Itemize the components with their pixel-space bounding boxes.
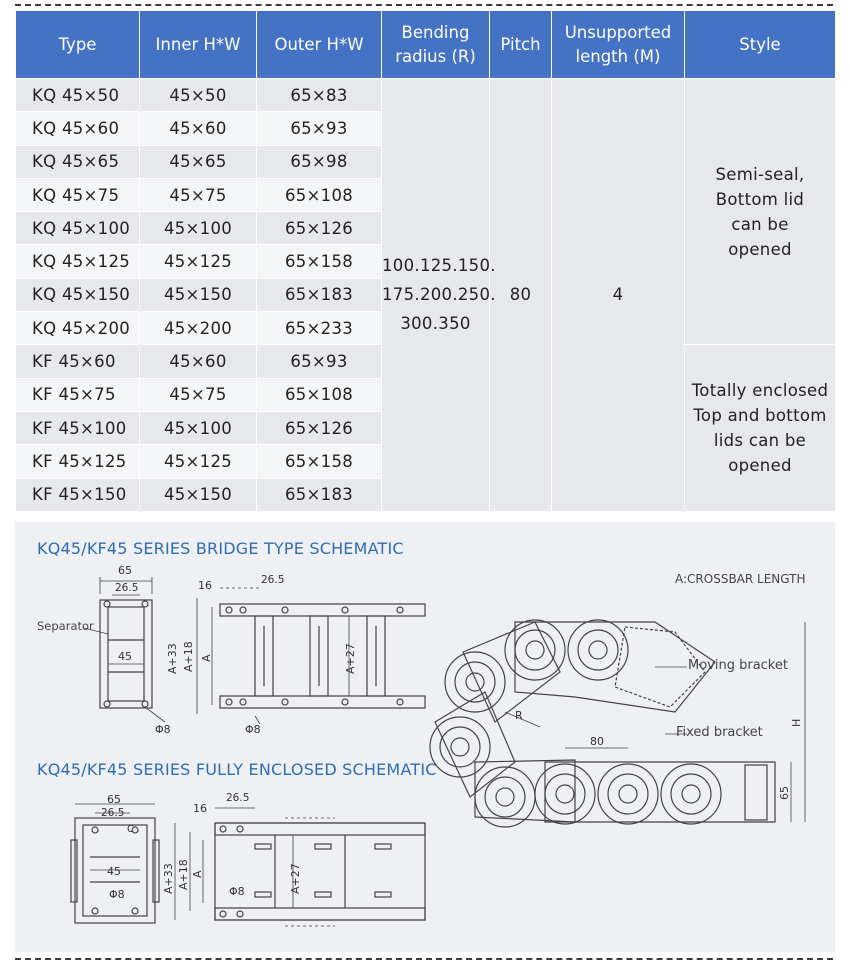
dim-label-26-5: 26.5 <box>226 792 250 804</box>
outer-cell: 65×158 <box>257 445 382 478</box>
inner-cell: 45×50 <box>140 79 257 112</box>
dim-label-phi8: Φ8 <box>229 885 245 898</box>
style-line: Bottom lid <box>715 189 805 209</box>
col-header-style: Style <box>685 11 836 79</box>
spec-table <box>15 10 836 512</box>
dim-label-45: 45 <box>118 650 132 663</box>
col-header-pitch: Pitch <box>490 11 552 79</box>
dim-label-26-5: 26.5 <box>115 582 139 594</box>
table-header-row <box>16 11 836 79</box>
inner-cell: 45×200 <box>140 312 257 345</box>
outer-cell: 65×108 <box>257 378 382 411</box>
bottom-dashed-rule <box>15 958 833 960</box>
separator-label: Separator <box>37 619 94 633</box>
bending-header-line2: radius (R) <box>395 46 476 66</box>
col-header-outer: Outer H*W <box>257 11 382 79</box>
outer-cell: 65×98 <box>257 145 382 178</box>
outer-cell: 65×233 <box>257 312 382 345</box>
type-cell: KQ 45×50 <box>16 79 140 112</box>
dim-label-80: 80 <box>590 735 604 748</box>
inner-cell: 45×100 <box>140 411 257 444</box>
dim-label-26-5: 26.5 <box>101 807 125 819</box>
outer-cell: 65×126 <box>257 411 382 444</box>
dim-label-65: 65 <box>118 564 132 577</box>
dim-label-phi8: Φ8 <box>245 723 261 736</box>
unsupported-length-cell: 4 <box>552 79 685 512</box>
outer-cell: 65×83 <box>257 79 382 112</box>
type-cell: KQ 45×125 <box>16 245 140 278</box>
dim-label-45: 45 <box>107 865 121 878</box>
style-kf-cell <box>685 345 836 511</box>
dim-label-26-5: 26.5 <box>261 574 285 586</box>
unsupported-header-line1: Unsupported <box>564 22 672 42</box>
outer-cell: 65×183 <box>257 478 382 511</box>
type-cell: KQ 45×65 <box>16 145 140 178</box>
bending-header-line1: Bending <box>401 22 470 42</box>
bending-line: 100.125.150. <box>382 256 496 276</box>
col-header-type: Type <box>16 11 140 79</box>
inner-cell: 45×150 <box>140 278 257 311</box>
inner-cell: 45×75 <box>140 378 257 411</box>
schematic-drawings <box>15 522 835 952</box>
type-cell: KQ 45×150 <box>16 278 140 311</box>
dim-label-16: 16 <box>193 802 207 815</box>
inner-cell: 45×125 <box>140 445 257 478</box>
inner-cell: 45×60 <box>140 112 257 145</box>
dim-label-a18: A+18 <box>182 641 195 672</box>
unsupported-header-line2: length (M) <box>575 46 661 66</box>
bending-line: 300.350 <box>400 314 471 334</box>
dim-label-65: 65 <box>107 793 121 806</box>
dim-label-r: R <box>515 709 523 722</box>
type-cell: KF 45×150 <box>16 478 140 511</box>
inner-cell: 45×100 <box>140 212 257 245</box>
col-header-bending <box>382 11 490 79</box>
dim-label-a27: A+27 <box>344 643 357 674</box>
enclosed-schematic-title: KQ45/KF45 SERIES FULLY ENCLOSED SCHEMATIC <box>37 760 437 779</box>
style-line: Totally enclosed <box>691 381 829 401</box>
style-line: Semi-seal, <box>715 164 805 184</box>
top-dashed-rule <box>15 4 833 6</box>
bending-line: 175.200.250. <box>382 285 496 305</box>
type-cell: KQ 45×100 <box>16 212 140 245</box>
bridge-schematic-title: KQ45/KF45 SERIES BRIDGE TYPE SCHEMATIC <box>37 539 404 558</box>
dim-label-a18: A+18 <box>177 859 190 890</box>
outer-cell: 65×183 <box>257 278 382 311</box>
type-cell: KF 45×125 <box>16 445 140 478</box>
type-cell: KF 45×60 <box>16 345 140 378</box>
dim-label-c: C <box>127 824 134 835</box>
type-cell: KQ 45×60 <box>16 112 140 145</box>
moving-bracket-label: Moving bracket <box>688 658 788 673</box>
dim-label-a27: A+27 <box>289 863 302 894</box>
type-cell: KF 45×75 <box>16 378 140 411</box>
style-line: Top and bottom <box>693 406 827 426</box>
style-line: lids can be opened <box>713 431 807 476</box>
outer-cell: 65×158 <box>257 245 382 278</box>
col-header-inner: Inner H*W <box>140 11 257 79</box>
outer-cell: 65×108 <box>257 178 382 211</box>
schematic-panel <box>15 522 835 952</box>
inner-cell: 45×60 <box>140 345 257 378</box>
dim-label-16: 16 <box>198 579 212 592</box>
inner-cell: 45×150 <box>140 478 257 511</box>
dim-label-a: A <box>200 654 213 662</box>
dim-label-a33: A+33 <box>162 863 175 894</box>
drag-chain-bend-drawing <box>430 620 805 827</box>
outer-cell: 65×93 <box>257 345 382 378</box>
col-header-unsupported <box>552 11 685 79</box>
dim-label-h: H <box>790 718 803 727</box>
dim-label-phi8: Φ8 <box>109 888 125 901</box>
type-cell: KQ 45×200 <box>16 312 140 345</box>
pitch-cell: 80 <box>490 79 552 512</box>
crossbar-length-note: A:CROSSBAR LENGTH <box>675 572 806 586</box>
dim-label-phi8: Φ8 <box>155 723 171 736</box>
style-line: can be <box>731 214 789 234</box>
inner-cell: 45×65 <box>140 145 257 178</box>
bridge-side-view-drawing <box>197 588 425 724</box>
dim-label-a33: A+33 <box>166 643 179 674</box>
inner-cell: 45×125 <box>140 245 257 278</box>
dim-label-65: 65 <box>778 786 791 800</box>
bending-radius-cell <box>382 79 496 512</box>
enclosed-cross-section-drawing <box>71 804 159 923</box>
table-row <box>16 79 836 112</box>
outer-cell: 65×93 <box>257 112 382 145</box>
style-kq-cell <box>685 79 836 345</box>
type-cell: KF 45×100 <box>16 411 140 444</box>
style-line: opened <box>728 239 792 259</box>
inner-cell: 45×75 <box>140 178 257 211</box>
outer-cell: 65×126 <box>257 212 382 245</box>
dim-label-a: A <box>191 870 204 878</box>
type-cell: KQ 45×75 <box>16 178 140 211</box>
fixed-bracket-label: Fixed bracket <box>676 725 763 740</box>
